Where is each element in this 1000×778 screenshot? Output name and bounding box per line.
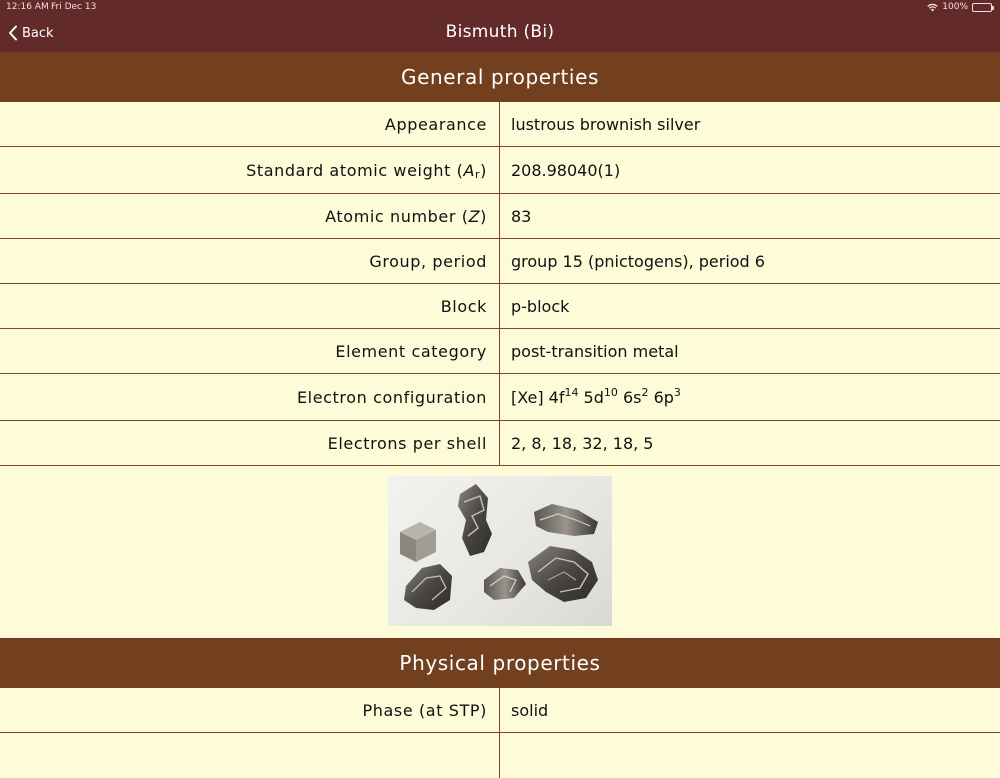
property-label (0, 147, 500, 193)
label-text: Standard atomic weight ( (246, 160, 464, 180)
wifi-icon (927, 3, 938, 12)
property-row-electrons-per-shell (0, 421, 1000, 466)
property-label: Block (0, 284, 500, 328)
label-subscript: r (475, 167, 481, 181)
config-superscript: 10 (603, 385, 618, 399)
config-superscript: 14 (564, 385, 579, 399)
label-text-suffix: ) (480, 206, 487, 226)
property-row-atomic-weight (0, 147, 1000, 194)
label-variable: A (463, 160, 476, 180)
label-variable: Z (468, 206, 481, 226)
config-part: 5d (578, 387, 604, 407)
property-value: group 15 (pnictogens), period 6 (511, 251, 765, 271)
property-row-block (0, 284, 1000, 329)
label-text-suffix: ) (480, 160, 487, 180)
property-row-appearance (0, 102, 1000, 147)
back-label: Back (22, 25, 54, 41)
config-superscript: 2 (641, 385, 649, 399)
property-row-phase (0, 688, 1000, 733)
property-label (0, 194, 500, 238)
property-label: Element category (0, 329, 500, 373)
property-value: 83 (511, 206, 532, 226)
battery-icon (972, 3, 992, 12)
property-label (0, 733, 500, 778)
property-value: 2, 8, 18, 32, 18, 5 (511, 433, 654, 453)
property-label: Appearance (0, 102, 500, 146)
property-row-electron-configuration (0, 374, 1000, 421)
property-row-element-category (0, 329, 1000, 374)
property-row-group-period (0, 239, 1000, 284)
element-photo (388, 476, 612, 626)
status-right (927, 0, 992, 14)
property-value (511, 374, 681, 420)
navigation-bar (0, 14, 1000, 52)
property-row-atomic-number (0, 194, 1000, 239)
label-text: Atomic number ( (325, 206, 469, 226)
config-part: [Xe] 4f (511, 387, 565, 407)
property-row-next (0, 733, 1000, 778)
config-part: 6s (617, 387, 642, 407)
section-header-physical: Physical properties (0, 638, 1000, 688)
status-time: 12:16 AM (6, 2, 49, 12)
property-label: Electron configuration (0, 374, 500, 420)
back-button[interactable] (8, 14, 54, 52)
property-value: solid (511, 700, 549, 720)
page-title: Bismuth (Bi) (445, 22, 555, 42)
status-date: Fri Dec 13 (51, 2, 97, 12)
section-header-general: General properties (0, 52, 1000, 102)
battery-percent: 100% (942, 2, 968, 12)
property-label: Phase (at STP) (0, 688, 500, 732)
property-value: lustrous brownish silver (511, 114, 701, 134)
property-value: 208.98040(1) (511, 160, 621, 180)
chevron-left-icon (8, 25, 18, 41)
status-bar (0, 0, 1000, 14)
bismuth-crystals-image (388, 476, 612, 626)
config-superscript: 3 (673, 385, 681, 399)
property-label: Group, period (0, 239, 500, 283)
property-value: p-block (511, 296, 570, 316)
property-value: post-transition metal (511, 341, 679, 361)
config-part: 6p (648, 387, 674, 407)
property-label: Electrons per shell (0, 421, 500, 465)
